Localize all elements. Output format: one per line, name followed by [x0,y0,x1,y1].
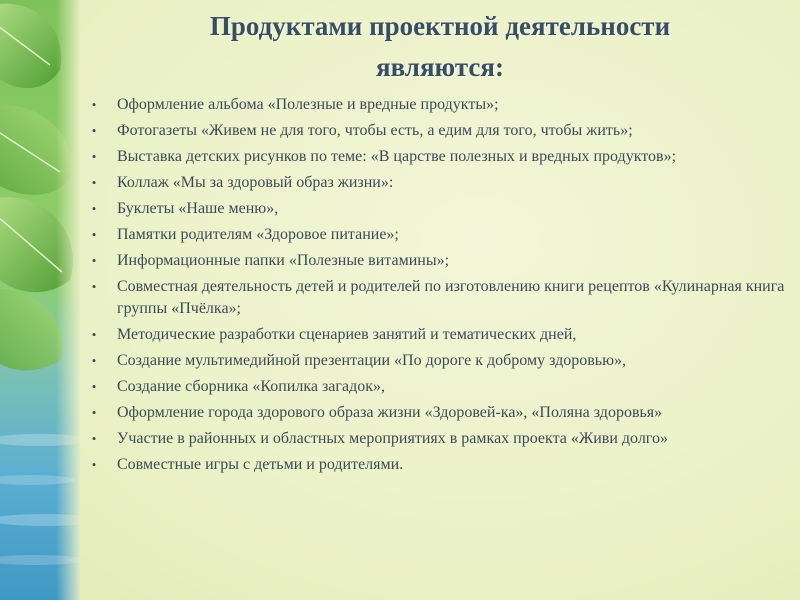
list-item-text: Методические разработки сценариев занятий и тематических дней, [117,326,577,343]
bullet-icon: • [91,253,97,268]
bullet-icon: • [91,457,97,472]
bullet-icon: • [91,201,97,216]
list-item-text: Выставка детских рисунков по теме: «В царстве полезных и вредных продуктов»; [117,148,677,165]
bullet-icon: • [91,353,97,368]
list-item-text: Памятки родителям «Здоровое питание»; [117,226,399,243]
leaves-image [0,0,80,600]
list-item [86,198,786,220]
list-item [86,224,786,246]
list-item [86,376,786,398]
bullet-icon: • [91,149,97,164]
list-item [86,428,786,450]
list-item [86,350,786,372]
bullet-icon: • [91,431,97,446]
list-item-text: Создание сборника «Копилка загадок», [117,378,385,395]
list-item [86,94,786,116]
bullet-icon: • [91,379,97,394]
title-line-1: Продуктами проектной деятельности [209,11,671,41]
list-item [86,146,786,168]
list-item [86,276,786,320]
list-item [86,454,786,476]
list-item-text: Фотогазеты «Живем не для того, чтобы есть, а едим для того, чтобы жить»; [117,122,633,139]
bullet-icon: • [91,97,97,112]
list-item-text: Оформление города здорового образа жизни «Здоровей-ка», «Поляна здоровья» [117,404,663,421]
list-item-text: Коллаж «Мы за здоровый образ жизни»: [117,174,394,191]
list-item-text: Создание мультимедийной презентации «По дороге к доброму здоровью», [117,352,627,369]
bullet-icon: • [91,327,97,342]
bullet-icon: • [91,405,97,420]
slide-title [90,6,790,88]
list-item [86,402,786,424]
bullet-icon: • [91,123,97,138]
list-item-text: Оформление альбома «Полезные и вредные продукты»; [117,96,499,113]
title-line-2: являются: [375,52,505,82]
list-item [86,120,786,142]
list-item-text: Совместная деятельность детей и родителей по изготовлению книги рецептов «Кулинарная книга группы «Пчёлка»; [117,278,785,317]
list-item [86,172,786,194]
list-item-text: Информационные папки «Полезные витамины»; [117,252,450,269]
products-list [86,94,786,480]
bullet-icon: • [91,227,97,242]
bullet-icon: • [91,175,97,190]
list-item-text: Участие в районных и областных мероприятиях в рамках проекта «Живи долго» [117,430,668,447]
list-item-text: Буклеты «Наше меню», [117,200,279,217]
list-item [86,324,786,346]
list-item-text: Совместные игры с детьми и родителями. [117,456,404,473]
bullet-icon: • [91,279,97,294]
list-item [86,250,786,272]
leaves-water-decoration [0,0,80,600]
